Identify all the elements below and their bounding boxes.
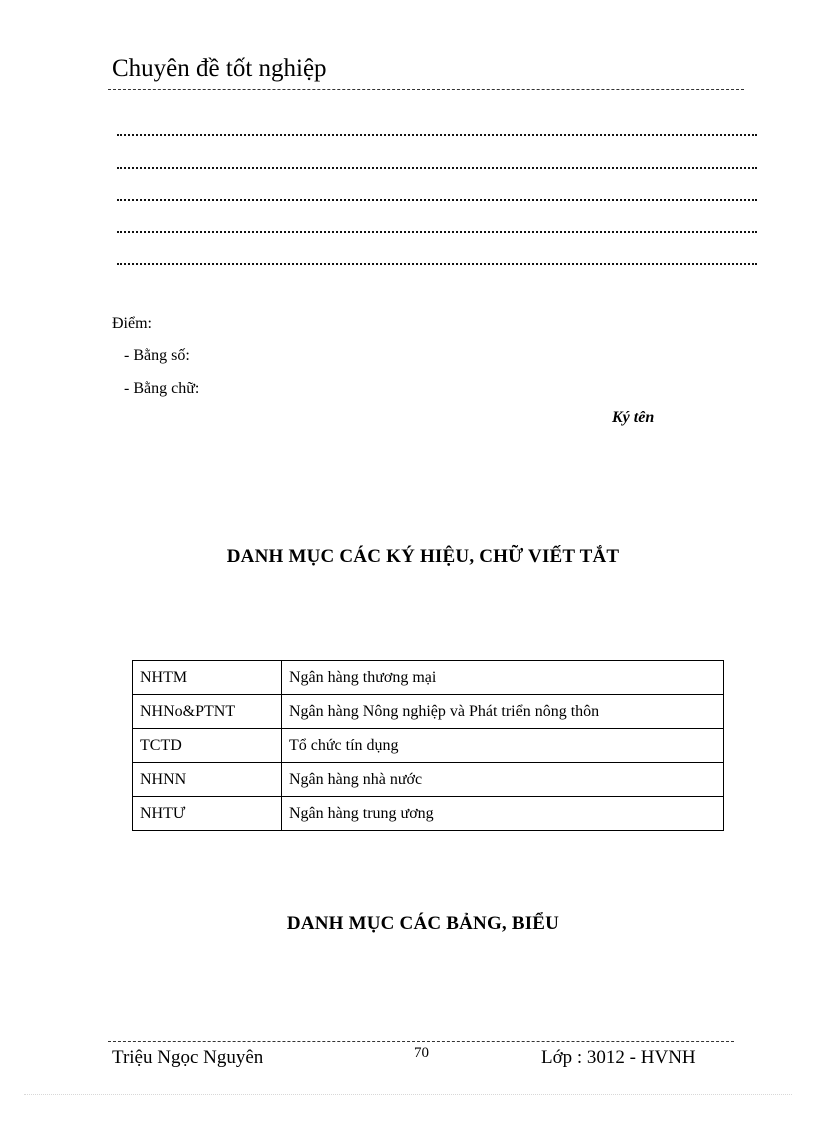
score-by-number-label: - Bằng số: xyxy=(124,347,190,364)
footer-divider xyxy=(108,1041,734,1042)
abbreviation-code: NHTM xyxy=(133,661,282,695)
comment-dotted-line xyxy=(117,134,757,136)
score-by-words-label: - Bằng chữ: xyxy=(124,380,200,397)
page-header-title: Chuyên đề tốt nghiệp xyxy=(112,55,327,82)
abbreviations-table xyxy=(132,660,724,831)
footer-class-label: Lớp : 3012 - HVNH xyxy=(541,1047,696,1068)
abbreviation-meaning: Tổ chức tín dụng xyxy=(282,729,724,763)
page-bottom-edge xyxy=(24,1094,792,1095)
abbreviation-code: NHNN xyxy=(133,763,282,797)
abbreviation-code: NHTƯ xyxy=(133,797,282,831)
footer-author: Triệu Ngọc Nguyên xyxy=(112,1047,264,1068)
footer-page-number: 70 xyxy=(414,1045,429,1061)
comment-dotted-line xyxy=(117,263,757,265)
table-row xyxy=(133,797,724,831)
abbreviation-meaning: Ngân hàng thương mại xyxy=(282,661,724,695)
comment-dotted-line xyxy=(117,231,757,233)
score-label: Điểm: xyxy=(112,315,152,332)
table-row xyxy=(133,661,724,695)
comment-dotted-line xyxy=(117,199,757,201)
abbreviations-heading: DANH MỤC CÁC KÝ HIỆU, CHỮ VIẾT TẮT xyxy=(226,546,620,567)
abbreviation-code: TCTD xyxy=(133,729,282,763)
abbreviation-meaning: Ngân hàng Nông nghiệp và Phát triển nông thôn xyxy=(282,695,724,729)
table-row xyxy=(133,695,724,729)
tables-list-heading: DANH MỤC CÁC BẢNG, BIỂU xyxy=(286,913,560,934)
abbreviation-meaning: Ngân hàng nhà nước xyxy=(282,763,724,797)
table-row xyxy=(133,729,724,763)
signature-label: Ký tên xyxy=(612,409,655,426)
abbreviation-meaning: Ngân hàng trung ương xyxy=(282,797,724,831)
comment-dotted-line xyxy=(117,167,757,169)
table-row xyxy=(133,763,724,797)
header-divider xyxy=(108,89,744,90)
abbreviation-code: NHNo&PTNT xyxy=(133,695,282,729)
